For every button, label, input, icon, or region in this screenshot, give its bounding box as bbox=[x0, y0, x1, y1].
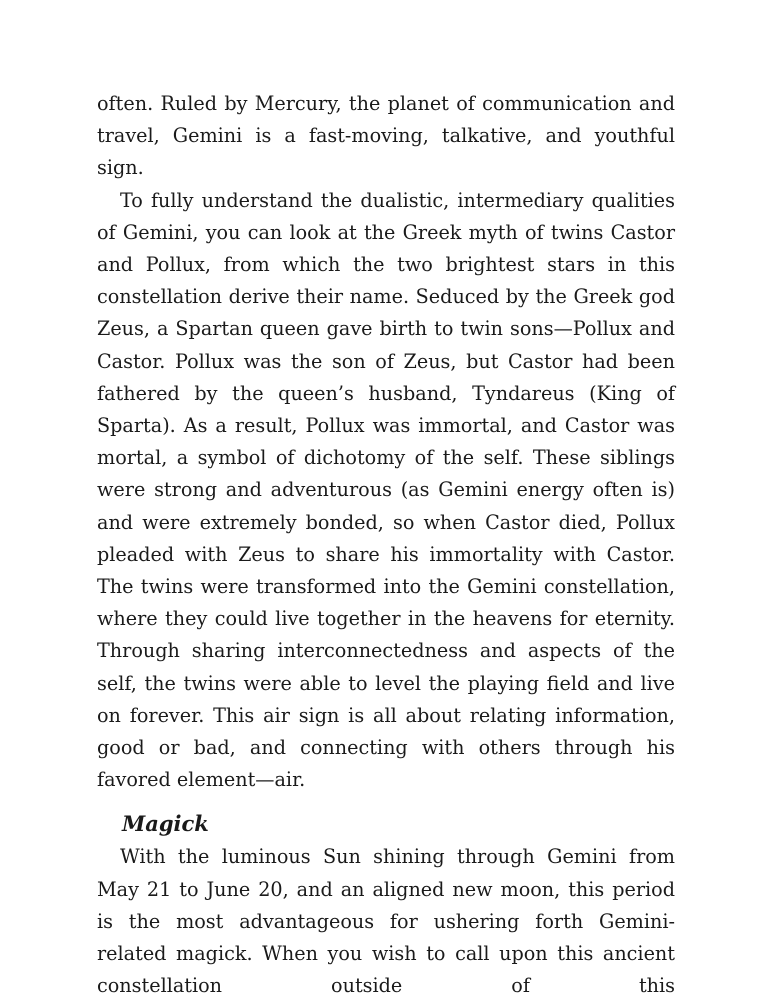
paragraph-castor-pollux-myth: To fully understand the dualistic, intermediary qualities of Gemini, you can look at the Greek myth of twins Castor and Pollux, from which the two brightest stars in this constellation derive their name. Seduced by the Greek god Zeus, a Spartan queen gave birth to twin sons—Pollux and Castor. Pollux was the son of Zeus, but Castor had been fathered by the queen’s husband, Tyndareus (King of Sparta). As a result, Pollux was immortal, and Castor was mortal, a symbol of dichotomy of the self. These siblings were strong and adventurous (as Gemini energy often is) and were extremely bonded, so when Castor died, Pollux pleaded with Zeus to share his immortality with Castor. The twins were transformed into the Gemini constellation, where they could live together in the heavens for eternity. Through sharing interconnectedness and aspects of the self, the twins were able to level the playing field and live on forever. This air sign is all about relating information, good or bad, and connecting with others through his favored element—air. bbox=[97, 188, 675, 792]
paragraph-gemini-intro: often. Ruled by Mercury, the planet of communication and travel, Gemini is a fast-moving, talkative, and youthful sign. bbox=[97, 92, 675, 180]
paragraph-magick: With the luminous Sun shining through Gemini from May 21 to June 20, and an aligned new moon, this period is the most advantageous for ushering forth Gemini-related magick. When you wish to call upon this ancient constellation outside of this bbox=[97, 845, 675, 998]
page-body bbox=[97, 88, 675, 1002]
section-heading-magick: Magick bbox=[122, 811, 209, 837]
